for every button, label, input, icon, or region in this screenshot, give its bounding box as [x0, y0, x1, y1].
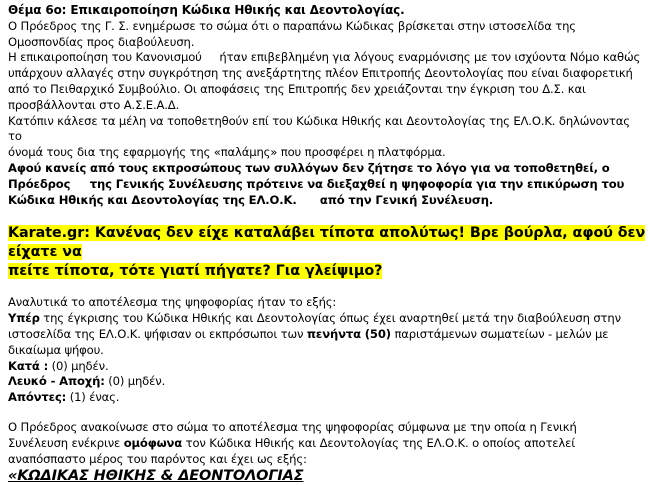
code-title: «ΚΩΔΙΚΑΣ ΗΘΙΚΗΣ & ΔΕΟΝΤΟΛΟΓΙΑΣ [8, 468, 304, 485]
vote-against [8, 359, 646, 375]
bold-paragraph-line: Αφού κανείς από τους εκπροσώπους των συλλόγων δεν ζήτησε το λόγο για να τοποθετηθεί, ο [8, 160, 610, 175]
vote-intro: Αναλυτικά το αποτέλεσμα της ψηφοφορίας ήταν το εξής: [8, 295, 337, 310]
paragraph-line: Η επικαιροποίηση του Κανονισμού ήταν επιβεβλημένη για λόγους εναρμόνισης με τον ισχύοντα Νόμο καθώς [8, 50, 641, 65]
paragraph-line: από το Πειθαρχικό Συμβούλιο. Οι αποφάσεις της Επιτροπής δεν χρειάζονται την έγκριση του Δ.Σ. και [8, 81, 586, 96]
karate-comment-line: πείτε τίποτα, τότε γιατί πήγατε? Για γλείψιμο? [8, 263, 383, 280]
vote-blank [8, 374, 646, 390]
vote-for-line [8, 311, 646, 327]
vote-for-label: Υπέρ [8, 311, 40, 326]
announcement-line: Ο Πρόεδρος ανακοίνωσε στο σώμα το αποτέλεσμα της ψηφοφορίας σύμφωνα με την οποία η Γενική [8, 419, 577, 434]
paragraph-line: Ομοσπονδίας προς διαβούλευση. [8, 34, 195, 49]
announcement-line [8, 436, 646, 452]
paragraph-line: υπάρχουν αλλαγές στην συγκρότηση της ανεξάρτητης πλέον Επιτροπής Δεοντολογίας που είναι διαφορετική [8, 66, 633, 81]
announcement-text: Συνέλευση ενέκρινε [8, 435, 124, 450]
vote-against-value: (0) μηδέν. [48, 358, 109, 373]
section-heading: Θέμα 6ο: Επικαιροποίηση Κώδικα Ηθικής και Δεοντολογίας. [8, 3, 405, 17]
announcement-line: αναπόσπαστο μέρος του παρόντος και έχει ως εξής: [8, 451, 307, 466]
paragraph-line: προσβάλλονται στο Α.Σ.Ε.Α.Δ. [8, 97, 180, 112]
announcement-text: τον Κώδικα Ηθικής και Δεοντολογίας της ΕΛ.Ο.Κ. ο οποίος αποτελεί [182, 435, 575, 450]
unanimous-word: ομόφωνα [123, 435, 183, 450]
vote-for-text: της έγκρισης του Κώδικα Ηθικής και Δεοντολογίας όπως έχει αναρτηθεί μετά την διαβούλευση στην [39, 311, 621, 326]
vote-for-text: παριστάμενων σωματείων - μελών με [390, 326, 609, 341]
vote-for-line [8, 327, 646, 343]
vote-against-label: Κατά : [8, 358, 49, 373]
bold-paragraph-line: Κώδικα Ηθικής και Δεοντολογίας της ΕΛ.Ο.Κ. από την Γενική Συνέλευση. [8, 192, 494, 207]
vote-for-text: ιστοσελίδα της ΕΛ.Ο.Κ. ψήφισαν οι εκπρόσωποι των [8, 326, 307, 341]
vote-absent [8, 390, 646, 406]
vote-absent-value: (1) ένας. [66, 390, 120, 405]
vote-for-line: δικαίωμα ψήφου. [8, 342, 104, 357]
paragraph-line: όνομά τους δια της εφαρμογής της «παλάμης» που προσφέρει η πλατφόρμα. [8, 145, 446, 160]
vote-blank-value: (0) μηδέν. [104, 374, 166, 389]
vote-absent-label: Απόντες: [8, 390, 67, 405]
paragraph-line: Ο Πρόεδρος της Γ. Σ. ενημέρωσε το σώμα ότι ο παραπάνω Κώδικας βρίσκεται στην ιστοσελίδα της [8, 18, 576, 33]
bold-paragraph-line: Πρόεδρος της Γενικής Συνέλευσης πρότεινε να διεξαχθεί η ψηφοφορία για την επικύρωση του [8, 176, 625, 191]
vote-blank-label: Λευκό - Αποχή: [8, 374, 105, 389]
karate-comment-line: Karate.gr: Κανένας δεν είχε καταλάβει τίποτα απολύτως! Βρε βούρλα, αφού δεν είχατε να [8, 225, 646, 261]
vote-for-count: πενήντα (50) [306, 326, 391, 341]
karate-comment [8, 224, 646, 281]
paragraph-line: Κατόπιν κάλεσε τα μέλη να τοποθετηθούν επί του Κώδικα Ηθικής και Δεοντολογίας της ΕΛ.Ο.Κ. δηλώνοντας το [8, 113, 630, 144]
document-body [8, 3, 646, 485]
